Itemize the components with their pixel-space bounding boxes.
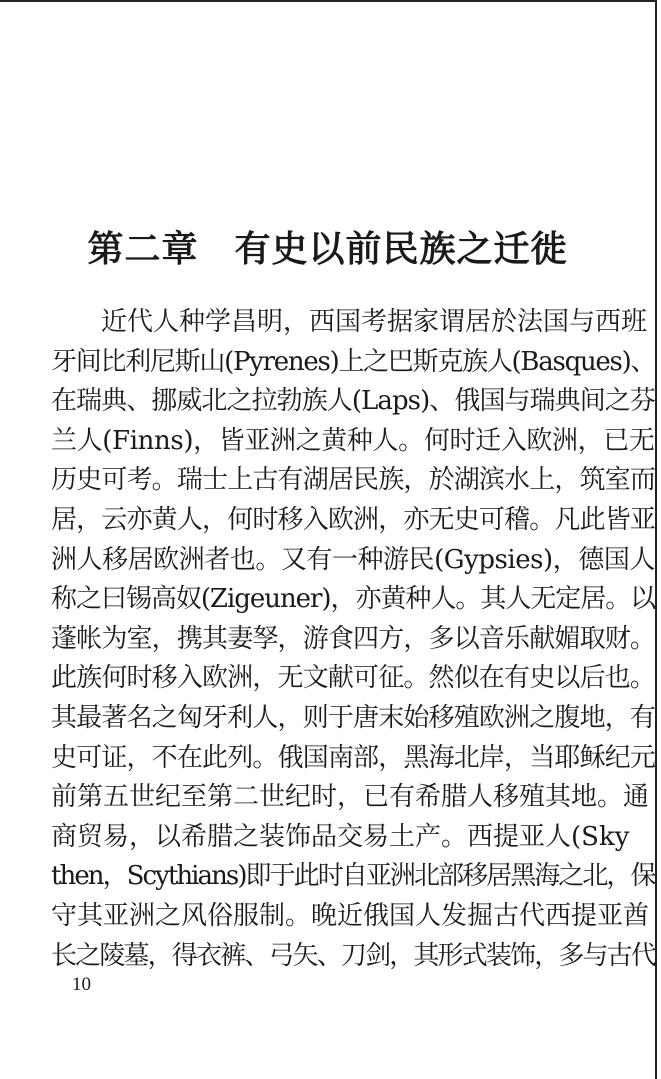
- page-right-border: [655, 0, 657, 1079]
- text-line: 居，云亦黄人，何时移入欧洲，亦无史可稽。凡此皆亚: [51, 504, 655, 535]
- text-line: 洲人移居欧洲者也。又有一种游民(Gypsies)，德国人: [51, 544, 655, 575]
- text-line: 前第五世纪至第二世纪时，已有希腊人移殖其地。通: [51, 782, 650, 813]
- text-line: 历史可考。瑞士上古有湖居民族，於湖滨水上，筑室而: [51, 465, 655, 496]
- text-line: 长之陵墓，得衣裤、弓矢、刀剑，其形式装饰，多与古代: [51, 940, 655, 971]
- text-line: 在瑞典、挪威北之拉勃族人(Laps)、俄国与瑞典间之芬: [51, 386, 655, 417]
- chapter-number: 第二章: [87, 228, 199, 270]
- body-text: [51, 303, 655, 976]
- text-line: 其最著名之匈牙利人，则于唐末始移殖欧洲之腹地，有: [51, 702, 655, 733]
- text-line: 近代人种学昌明，西国考据家谓居於法国与西班: [101, 307, 648, 337]
- text-line: 史可证，不在此列。俄国南部，黑海北岸，当耶稣纪元: [51, 742, 655, 773]
- chapter-name: 有史以前民族之迁徙: [234, 228, 568, 270]
- text-line: then，Scythians)即于此时自亚洲北部移居黑海之北，保: [51, 861, 655, 892]
- text-line: 牙间比利尼斯山(Pyrenes)上之巴斯克族人(Basques)、: [51, 346, 655, 377]
- text-line: 称之曰锡高奴(Zigeuner)，亦黄种人。其人无定居。以: [51, 584, 655, 615]
- text-line: 兰人(Finns)，皆亚洲之黄种人。何时迁入欧洲，已无: [51, 425, 655, 456]
- text-line: 守其亚洲之风俗服制。晚近俄国人发掘古代西提亚酋: [51, 900, 650, 931]
- chapter-title: [0, 221, 655, 272]
- page-top-border: [0, 0, 655, 2]
- text-line: 蓬帐为室，携其妻孥，游食四方，多以音乐献媚取财。: [51, 623, 655, 654]
- page-number: 10: [72, 974, 91, 995]
- text-line: 商贸易，以希腊之装饰品交易土产。西提亚人(Sky: [51, 821, 630, 852]
- text-line: 此族何时移入欧洲，无文献可征。然似在有史以后也。: [51, 663, 655, 694]
